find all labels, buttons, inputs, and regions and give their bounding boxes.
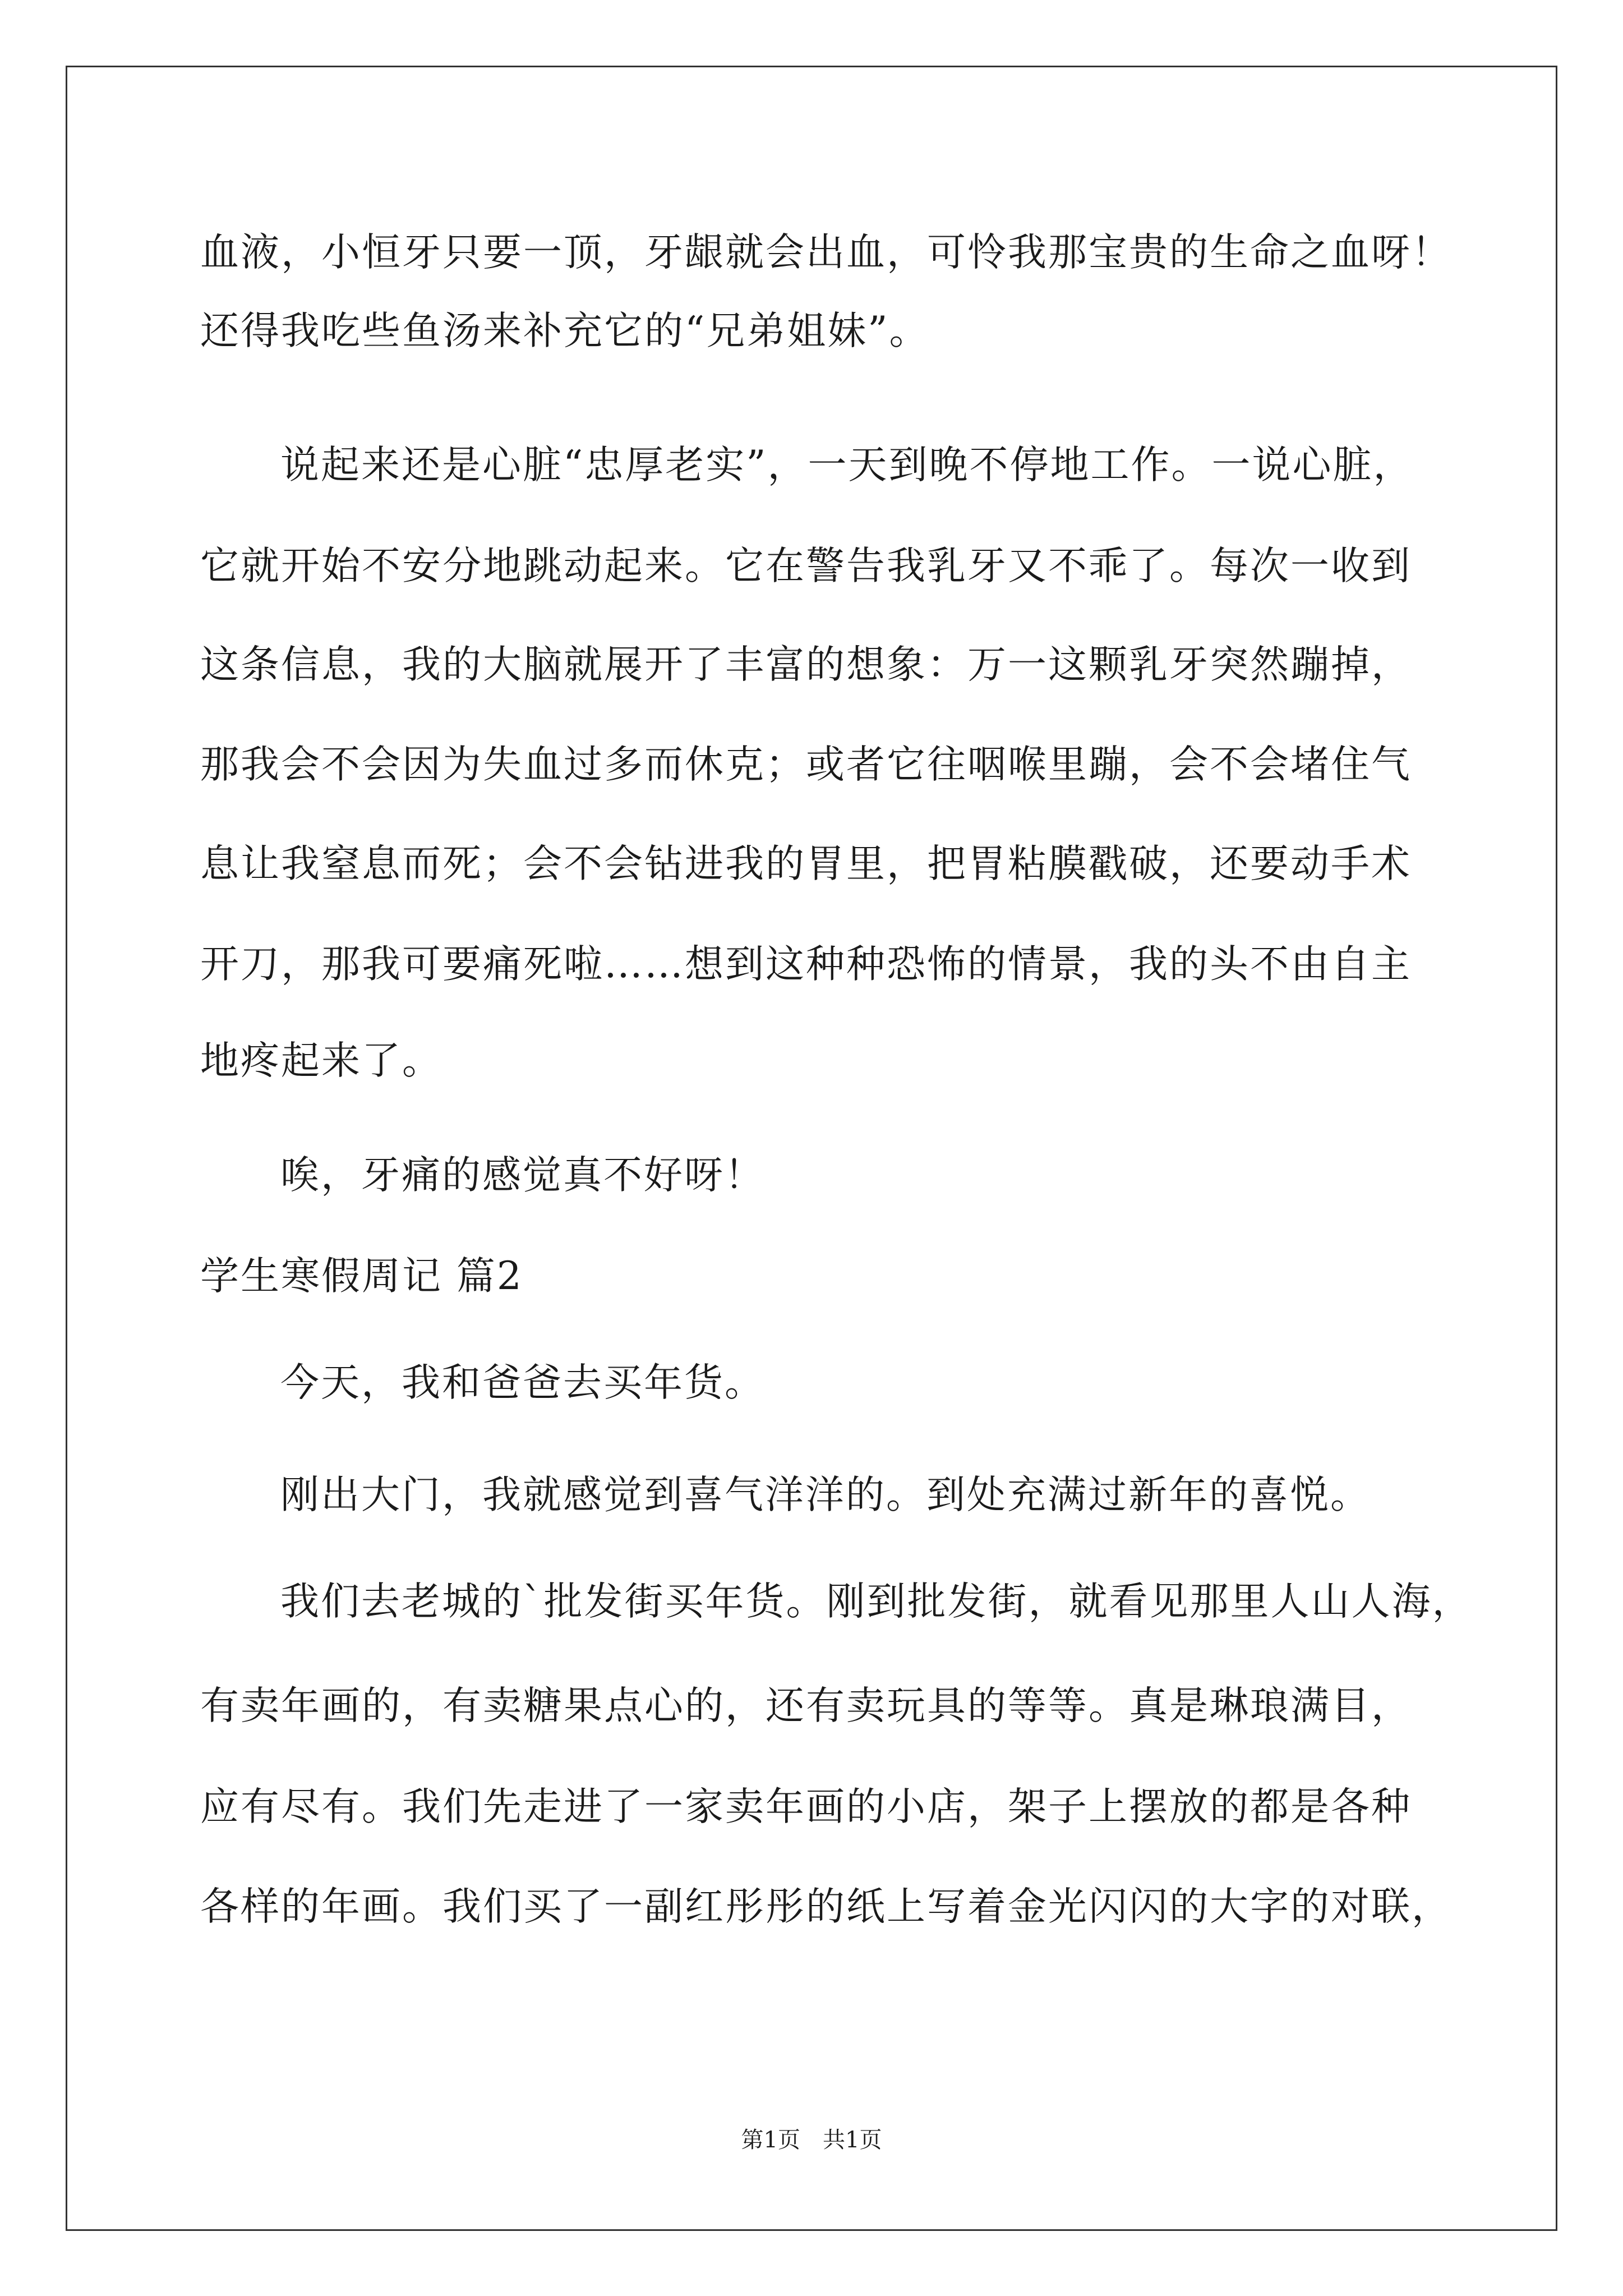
paragraph-line: 它就开始不安分地跳动起来。它在警告我乳牙又不乖了。每次一收到 bbox=[200, 544, 1412, 588]
paragraph-line: 有卖年画的，有卖糖果点心的，还有卖玩具的等等。真是琳琅满目， bbox=[200, 1683, 1412, 1728]
page-footer bbox=[0, 2126, 1623, 2154]
paragraph-line: 地疼起来了。 bbox=[200, 1038, 442, 1083]
paragraph-line: 唉，牙痛的感觉真不好呀！ bbox=[280, 1153, 765, 1198]
paragraph-line: 那我会不会因为失血过多而休克；或者它往咽喉里蹦，会不会堵住气 bbox=[200, 742, 1412, 787]
paragraph-line: 我们去老城的`批发街买年货。刚到批发街，就看见那里人山人海， bbox=[280, 1579, 1473, 1624]
paragraph-line: 还得我吃些鱼汤来补充它的“兄弟姐妹”。 bbox=[200, 309, 930, 353]
paragraph-line: 息让我窒息而死；会不会钻进我的胃里，把胃粘膜戳破，还要动手术 bbox=[200, 841, 1412, 886]
page-number-current: 第1页 bbox=[741, 2127, 800, 2153]
paragraph-line: 开刀，那我可要痛死啦……想到这种种恐怖的情景，我的头不由自主 bbox=[200, 942, 1412, 987]
paragraph-line: 说起来还是心脏“忠厚老实”，一天到晚不停地工作。一说心脏， bbox=[280, 443, 1414, 487]
paragraph-line: 应有尽有。我们先走进了一家卖年画的小店，架子上摆放的都是各种 bbox=[200, 1784, 1412, 1829]
page-number-total: 共1页 bbox=[823, 2127, 882, 2153]
paragraph-line: 各样的年画。我们买了一副红彤彤的纸上写着金光闪闪的大字的对联， bbox=[200, 1884, 1452, 1929]
paragraph-line: 今天，我和爸爸去买年货。 bbox=[280, 1360, 765, 1405]
paragraph-line: 这条信息，我的大脑就展开了丰富的想象：万一这颗乳牙突然蹦掉， bbox=[200, 642, 1412, 687]
paragraph-line: 刚出大门，我就感觉到喜气洋洋的。到处充满过新年的喜悦。 bbox=[280, 1473, 1371, 1517]
paragraph-line: 血液，小恒牙只要一顶，牙龈就会出血，可怜我那宝贵的生命之血呀！ bbox=[200, 230, 1452, 275]
section-heading: 学生寒假周记 篇2 bbox=[200, 1254, 523, 1299]
